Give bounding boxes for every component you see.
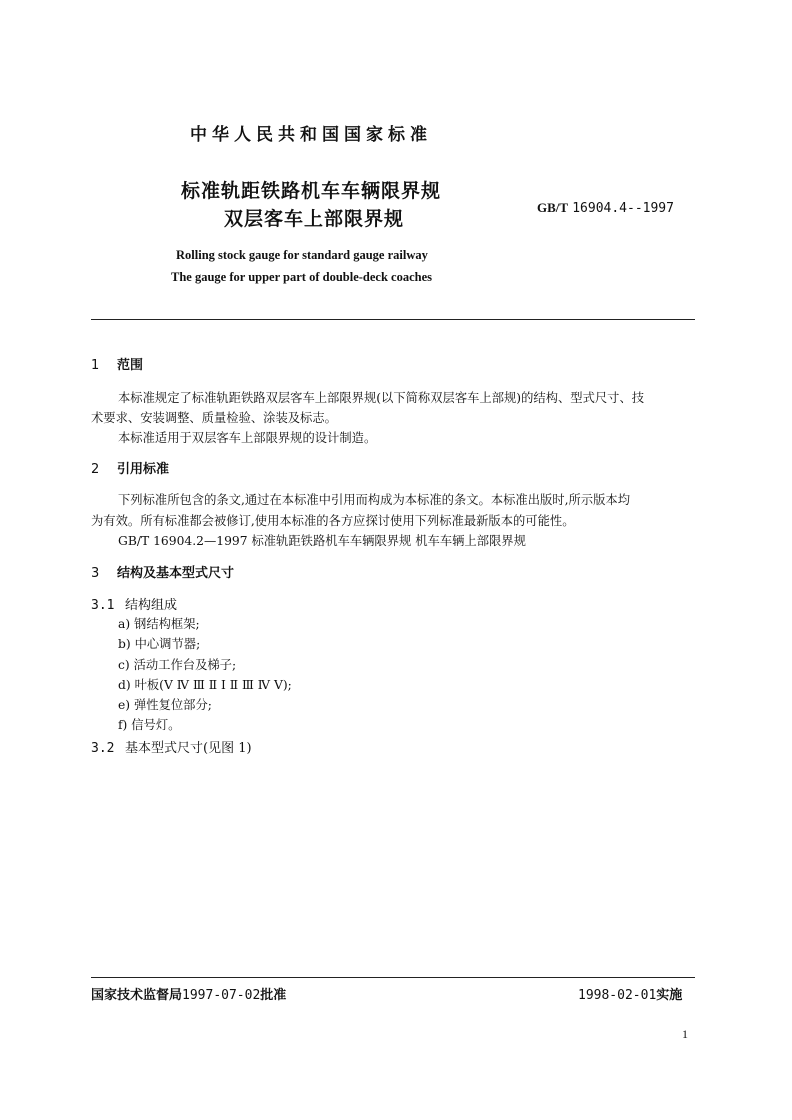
section-number: 1 (91, 358, 100, 373)
section-1-heading (91, 354, 143, 373)
page-number: 1 (682, 1027, 688, 1041)
subsection-title: 结构组成 (125, 598, 178, 613)
implementation-info (578, 984, 682, 1003)
subsection-number: 3.2 (91, 741, 115, 756)
document-title-line1: 标准轨距铁路机车车辆限界规 (181, 180, 442, 202)
list-item: f) 信号灯。 (118, 718, 181, 732)
section-number: 3 (91, 566, 100, 581)
english-title-line1: Rolling stock gauge for standard gauge railway (176, 248, 428, 262)
footer-divider (91, 977, 695, 978)
subsection-title: 基本型式尺寸(见图 1) (125, 741, 252, 756)
list-item: e) 弹性复位部分; (118, 698, 212, 712)
standard-code: 16904.4--1997 (572, 201, 674, 216)
standard-prefix: GB/T (537, 200, 569, 215)
list-item: c) 活动工作台及梯子; (118, 658, 237, 672)
section-title: 引用标准 (117, 462, 170, 477)
section-2-heading (91, 458, 169, 477)
subsection-3-2-heading (91, 737, 252, 756)
list-item: a) 钢结构框架; (118, 617, 200, 631)
section-1-para2: 本标准适用于双层客车上部限界规的设计制造。 (118, 431, 377, 445)
subsection-number: 3.1 (91, 598, 115, 613)
implementation-date: 1998-02-01 (578, 988, 657, 1003)
subsection-3-1-heading (91, 594, 177, 613)
country-standard-title: 中华人民共和国国家标准 (190, 125, 432, 145)
list-item: d) 叶板(V Ⅳ Ⅲ Ⅱ Ⅰ Ⅱ Ⅲ Ⅳ V); (118, 678, 292, 692)
section-title: 结构及基本型式尺寸 (117, 566, 235, 581)
approver-name: 国家技术监督局 (91, 988, 183, 1003)
section-2-para1-line2: 为有效。所有标准都会被修订,使用本标准的各方应探讨使用下列标准最新版本的可能性。 (91, 514, 575, 528)
approval-date: 1997-07-02 (182, 988, 261, 1003)
approval-info (91, 984, 286, 1003)
section-title: 范围 (117, 358, 144, 373)
section-2-para1-line1: 下列标准所包含的条文,通过在本标准中引用而构成为本标准的条文。本标准出版时,所示版本均 (118, 493, 630, 507)
header-divider (91, 319, 695, 320)
list-item: b) 中心调节器; (118, 637, 201, 651)
english-title-line2: The gauge for upper part of double-deck coaches (171, 270, 432, 284)
approval-label: 批准 (260, 988, 287, 1003)
document-title-line2: 双层客车上部限界规 (224, 208, 405, 230)
section-1-para1-line1: 本标准规定了标准轨距铁路双层客车上部限界规(以下简称双层客车上部规)的结构、型式尺寸、技 (118, 391, 645, 405)
section-2-reference: GB/T 16904.2—1997 标准轨距铁路机车车辆限界规 机车车辆上部限界规 (118, 534, 526, 548)
section-number: 2 (91, 462, 100, 477)
section-1-para1-line2: 术要求、安装调整、质量检验、涂装及标志。 (91, 411, 337, 425)
section-3-heading (91, 562, 234, 581)
standard-number (537, 200, 674, 216)
implementation-label: 实施 (656, 988, 683, 1003)
